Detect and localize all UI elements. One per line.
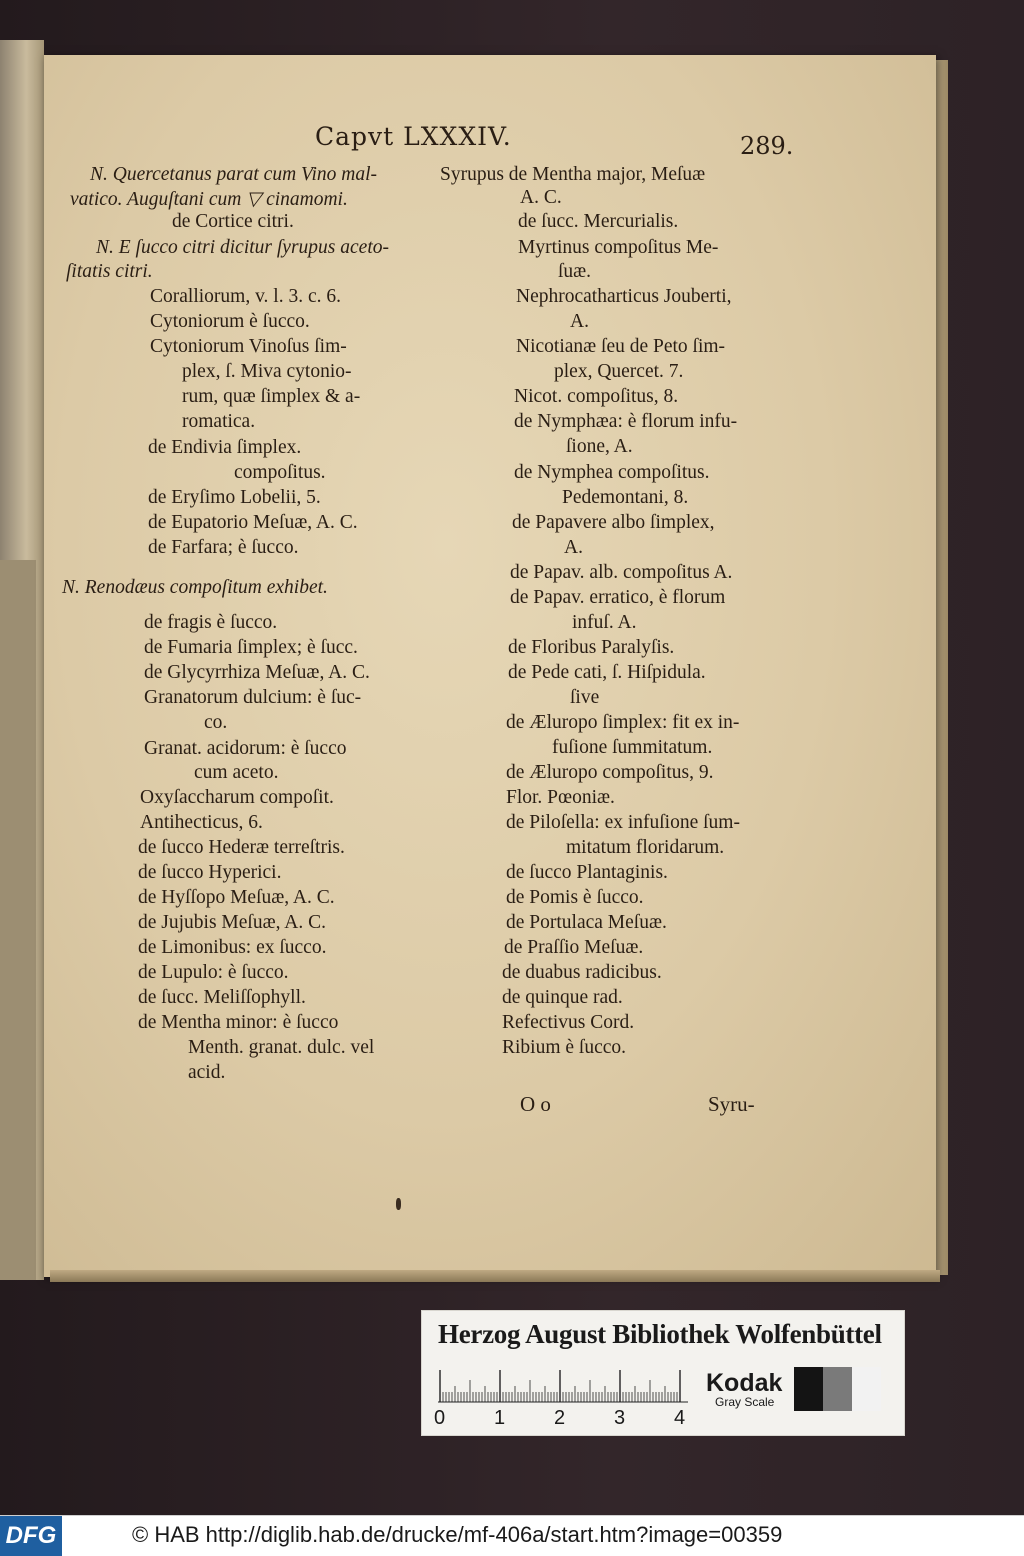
text-line: vatico. Auguſtani cum ▽ cinamomi.: [70, 189, 348, 210]
kodak-logo: Kodak: [706, 1369, 783, 1397]
signature-mark: O o: [520, 1092, 551, 1116]
text-line: plex, Quercet. 7.: [554, 361, 684, 382]
text-line: Granat. acidorum: è ſucco: [144, 738, 347, 759]
text-line: de Eryſimo Lobelii, 5.: [148, 487, 321, 508]
text-line: Antihecticus, 6.: [140, 812, 263, 833]
text-line: Flor. Pœoniæ.: [506, 787, 615, 808]
text-line: acid.: [188, 1062, 226, 1083]
text-line: de Mentha minor: è ſucco: [138, 1012, 339, 1033]
text-line: compoſitus.: [234, 462, 326, 483]
text-line: de Praſſio Meſuæ.: [504, 937, 644, 958]
text-line: de ſucc. Meliſſophyll.: [138, 987, 306, 1008]
ruler-number: 2: [554, 1407, 566, 1429]
text-line: ſuæ.: [558, 261, 592, 282]
ruler-number: 3: [614, 1407, 626, 1429]
text-line: N. Quercetanus parat cum Vino mal-: [90, 164, 378, 185]
text-line: A. C.: [520, 187, 562, 208]
catchword: Syru-: [708, 1092, 755, 1116]
ruler-number: 1: [494, 1407, 506, 1429]
text-line: plex, ſ. Miva cytonio-: [182, 361, 352, 382]
gray-patches: [794, 1367, 882, 1411]
text-line: de Nymphea compoſitus.: [514, 462, 710, 483]
text-line: romatica.: [182, 411, 256, 432]
text-line: co.: [204, 712, 228, 733]
text-line: de Glycyrrhiza Meſuæ, A. C.: [144, 662, 370, 683]
ruler-number: 4: [674, 1407, 686, 1429]
gray-patch: [823, 1367, 852, 1411]
text-line: de Cortice citri.: [172, 211, 294, 232]
text-line: de ſucco Hyperici.: [138, 862, 282, 883]
page-number: 289.: [740, 132, 794, 160]
text-line: de Papav. erratico, è florum: [510, 587, 726, 608]
text-line: A.: [570, 311, 589, 332]
text-line: Nicotianæ ſeu de Peto ſim-: [516, 336, 726, 357]
ink-spot: [396, 1198, 401, 1210]
text-line: de ſucc. Mercurialis.: [518, 211, 679, 232]
text-line: de Endivia ſimplex.: [148, 437, 302, 458]
text-line: de Jujubis Meſuæ, A. C.: [138, 912, 326, 933]
text-line: Cytoniorum Vinoſus ſim-: [150, 336, 347, 357]
page-bottom-edge: [50, 1270, 940, 1282]
text-line: Ribium è ſucco.: [502, 1037, 627, 1058]
text-line: de Hyſſopo Meſuæ, A. C.: [138, 887, 335, 908]
text-line: de Papavere albo ſimplex,: [512, 512, 715, 533]
text-line: de Pede cati, ſ. Hiſpidula.: [508, 662, 706, 683]
text-line: N. Renodæus compoſitum exhibet.: [62, 577, 328, 598]
text-line: rum, quæ ſimplex & a-: [182, 386, 361, 407]
text-line: de Eupatorio Meſuæ, A. C.: [148, 512, 358, 533]
text-line: de fragis è ſucco.: [144, 612, 278, 633]
gray-scale-label: Gray Scale: [715, 1395, 775, 1409]
text-line: fuſione ſummitatum.: [552, 737, 713, 758]
text-line: Oxyſaccharum compoſit.: [140, 787, 334, 808]
dfg-logo: DFG: [0, 1516, 62, 1556]
text-line: mitatum floridarum.: [566, 837, 725, 858]
text-line: de Fumaria ſimplex; è ſucc.: [144, 637, 358, 658]
running-header: Capvt LXXXIV.: [315, 122, 512, 151]
copyright-link[interactable]: © HAB http://diglib.hab.de/drucke/mf-406a/start.htm?image=00359: [132, 1522, 783, 1547]
text-line: Menth. granat. dulc. vel: [188, 1037, 375, 1058]
text-line: Nephrocatharticus Jouberti,: [516, 286, 732, 307]
text-line: de Floribus Paralyſis.: [508, 637, 675, 658]
gray-patch: [794, 1367, 823, 1411]
text-line: Refectivus Cord.: [502, 1012, 635, 1033]
facing-page-lower-edge: [0, 560, 36, 1280]
gray-patch: [852, 1367, 881, 1411]
text-line: Coralliorum, v. l. 3. c. 6.: [150, 286, 342, 307]
text-line: de Limonibus: ex ſucco.: [138, 937, 327, 958]
library-name: Herzog August Bibliothek Wolfenbüttel: [438, 1319, 882, 1349]
text-line: de Lupulo: è ſucco.: [138, 962, 289, 983]
text-line: N. E ſucco citri dicitur ſyrupus aceto-: [96, 237, 389, 258]
text-line: de Piloſella: ex infuſione ſum-: [506, 812, 740, 833]
text-line: cum aceto.: [194, 762, 279, 783]
text-line: Nicot. compoſitus, 8.: [514, 386, 679, 407]
text-line: ſive: [570, 687, 600, 708]
text-line: de Farfara; è ſucco.: [148, 537, 299, 558]
ruler-number: 0: [434, 1407, 446, 1429]
text-line: de ſucco Hederæ terreſtris.: [138, 837, 345, 858]
text-line: Pedemontani, 8.: [562, 487, 689, 508]
text-line: Cytoniorum è ſucco.: [150, 311, 310, 332]
text-line: de quinque rad.: [502, 987, 623, 1008]
text-line: ſione, A.: [566, 436, 633, 457]
text-line: de ſucco Plantaginis.: [506, 862, 668, 883]
text-line: A.: [564, 537, 583, 558]
text-line: Myrtinus compoſitus Me-: [518, 237, 719, 258]
footer-bar: [0, 1515, 1024, 1556]
text-line: de Pomis è ſucco.: [506, 887, 644, 908]
text-line: de duabus radicibus.: [502, 962, 662, 983]
text-line: infuſ. A.: [572, 612, 637, 633]
text-line: Granatorum dulcium: è ſuc-: [144, 687, 362, 708]
text-line: de Nymphæa: è florum infu-: [514, 411, 738, 432]
text-line: ſitatis citri.: [66, 261, 153, 282]
text-line: de Æluropo ſimplex: fit ex in-: [506, 712, 740, 733]
text-line: de Æluropo compoſitus, 9.: [506, 762, 714, 783]
ruler: [438, 1369, 694, 1403]
text-line: de Portulaca Meſuæ.: [506, 912, 667, 933]
text-line: Syrupus de Mentha major, Meſuæ: [440, 164, 706, 185]
color-scale-card: [421, 1310, 905, 1436]
text-line: de Papav. alb. compoſitus A.: [510, 562, 733, 583]
